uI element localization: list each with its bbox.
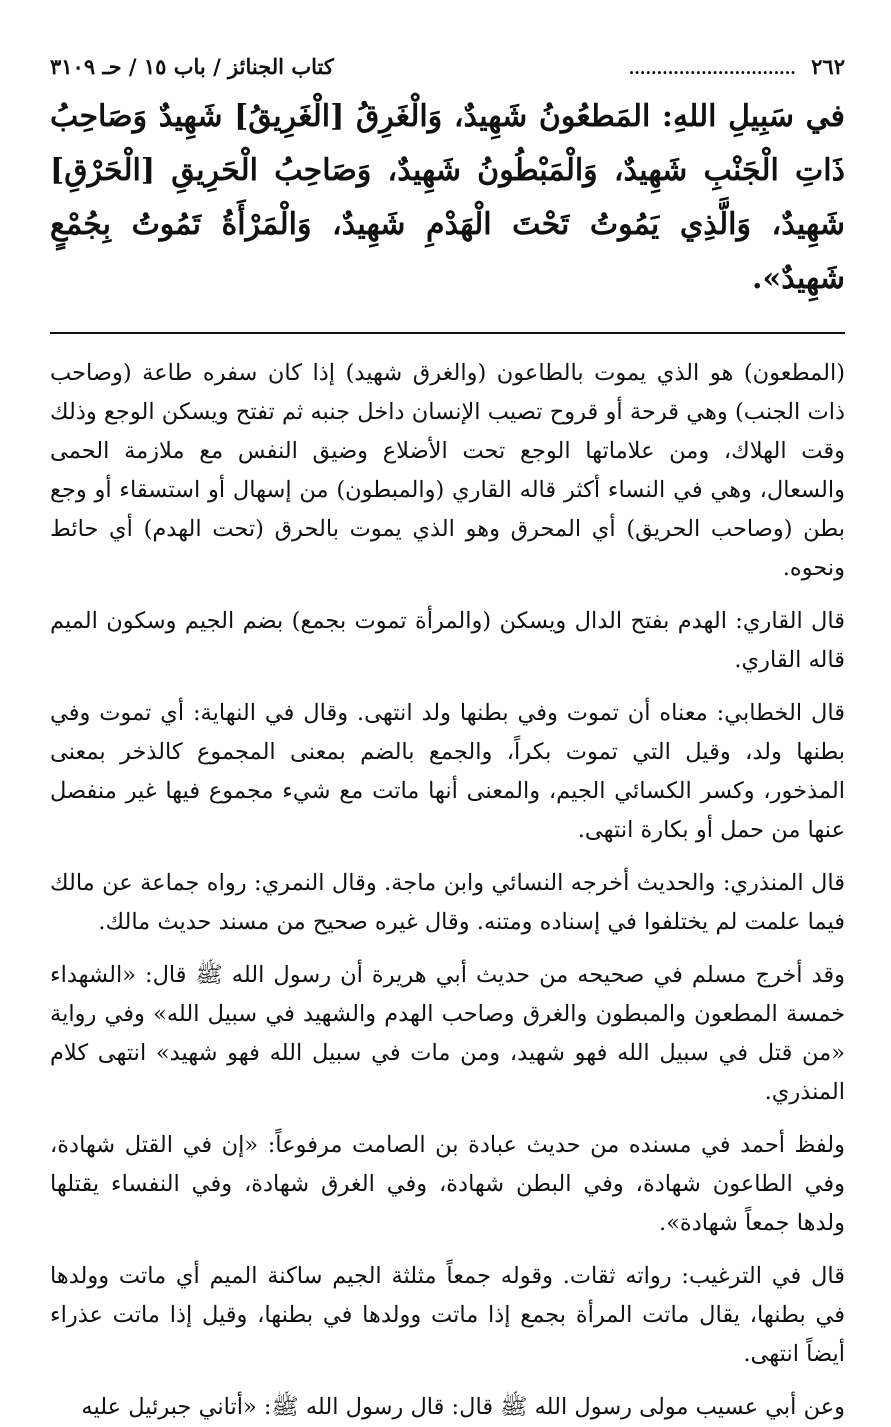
header-right [629,54,845,79]
header-dots: .............................. [628,59,796,78]
commentary-paragraph-6: ولفظ أحمد في مسنده من حديث عبادة بن الصامت مرفوعاً: «إن في القتل شهادة، وفي الطاعون شهادة، وفي البطن شهادة، وفي الغرق شهادة، وفي النفساء يقتلها ولدها جمعاً شهادة». [50,1132,845,1236]
commentary-paragraph-4: قال المنذري: والحديث أخرجه النسائي وابن ماجة. وقال النمري: رواه جماعة عن مالك فيما علمت لم يختلفوا في إسناده ومتنه. وقال غيره صحيح من مسند حديث مالك. [50,870,845,935]
commentary-paragraph-1: (المطعون) هو الذي يموت بالطاعون (والغرق شهيد) إذا كان سفره طاعة (وصاحب ذات الجنب) وهي قرحة أو قروح تصيب الإنسان داخل جنبه ثم تفتح ويسكن الوجع وذلك وقت الهلاك، ومن علاماتها الوجع تحت الأضلاع وضيق النفس مع ملازمة الحمى والسعال، وهي في النساء أكثر قاله القاري (والمبطون) من إسهال أو استسقاء أو وجع بطن (وصاحب الحريق) أي المحرق وهو الذي يموت بالحرق (تحت الهدم) أي حائط ونحوه. [50,360,845,581]
hadith-text: في سَبِيلِ اللهِ: المَطعُونُ شَهِيدٌ، وَالْغَرِقُ [الْغَرِيقُ] شَهِيدٌ وَصَاحِبُ ذَاتِ الْجَنْبِ شَهِيدٌ، وَالْمَبْطُونُ شَهِيدٌ، وَصَاحِبُ الْحَرِيقِ [الْحَرْقِ] شَهِيدٌ، وَالَّذِي يَمُوتُ تَحْتَ الْهَدْمِ شَهِيدٌ، وَالْمَرْأَةُ تَمُوتُ بِجُمْعٍ شَهِيدٌ». [50,99,845,296]
commentary [50,354,845,1427]
commentary-paragraph-5: وقد أخرج مسلم في صحيحه من حديث أبي هريرة أن رسول الله ﷺ قال: «الشهداء خمسة المطعون والمبطون والغرق وصاحب الهدم والشهيد في سبيل الله» وفي رواية «من قتل في سبيل الله فهو شهيد، ومن مات في سبيل الله فهو شهيد» انتهى كلام المنذري. [50,962,845,1105]
running-header [50,52,845,88]
footnote-divider [50,332,845,334]
running-title: كتاب الجنائز / باب ١٥ / حـ ٣١٠٩ [50,54,334,79]
commentary-paragraph-7: قال في الترغيب: رواته ثقات. وقوله جمعاً مثلثة الجيم ساكنة الميم أي ماتت وولدها في بطنها، يقال ماتت المرأة بجمع إذا ماتت وولدها في بطنها، وقيل إذا ماتت عذراء أيضاً انتهى. [50,1263,845,1367]
commentary-paragraph-3: قال الخطابي: معناه أن تموت وفي بطنها ولد انتهى. وقال في النهاية: أي تموت وفي بطنها ولد، وقيل التي تموت بكراً، والجمع بالضم بمعنى المجموع كالذخر بمعنى المذخور، وكسر الكسائي الجيم، والمعنى أنها ماتت مع شيء مجموع فيها غير منفصل عنها من حمل أو بكارة انتهى. [50,700,845,843]
page-number: ٢٦٢ [811,54,845,79]
commentary-paragraph-8: وعن أبي عسيب مولى رسول الله ﷺ قال: قال رسول الله ﷺ: «أتاني جبرئيل عليه [81,1394,845,1420]
commentary-paragraph-2: قال القاري: الهدم بفتح الدال ويسكن (والمرأة تموت بجمع) بضم الجيم وسكون الميم قاله القاري. [50,608,845,673]
